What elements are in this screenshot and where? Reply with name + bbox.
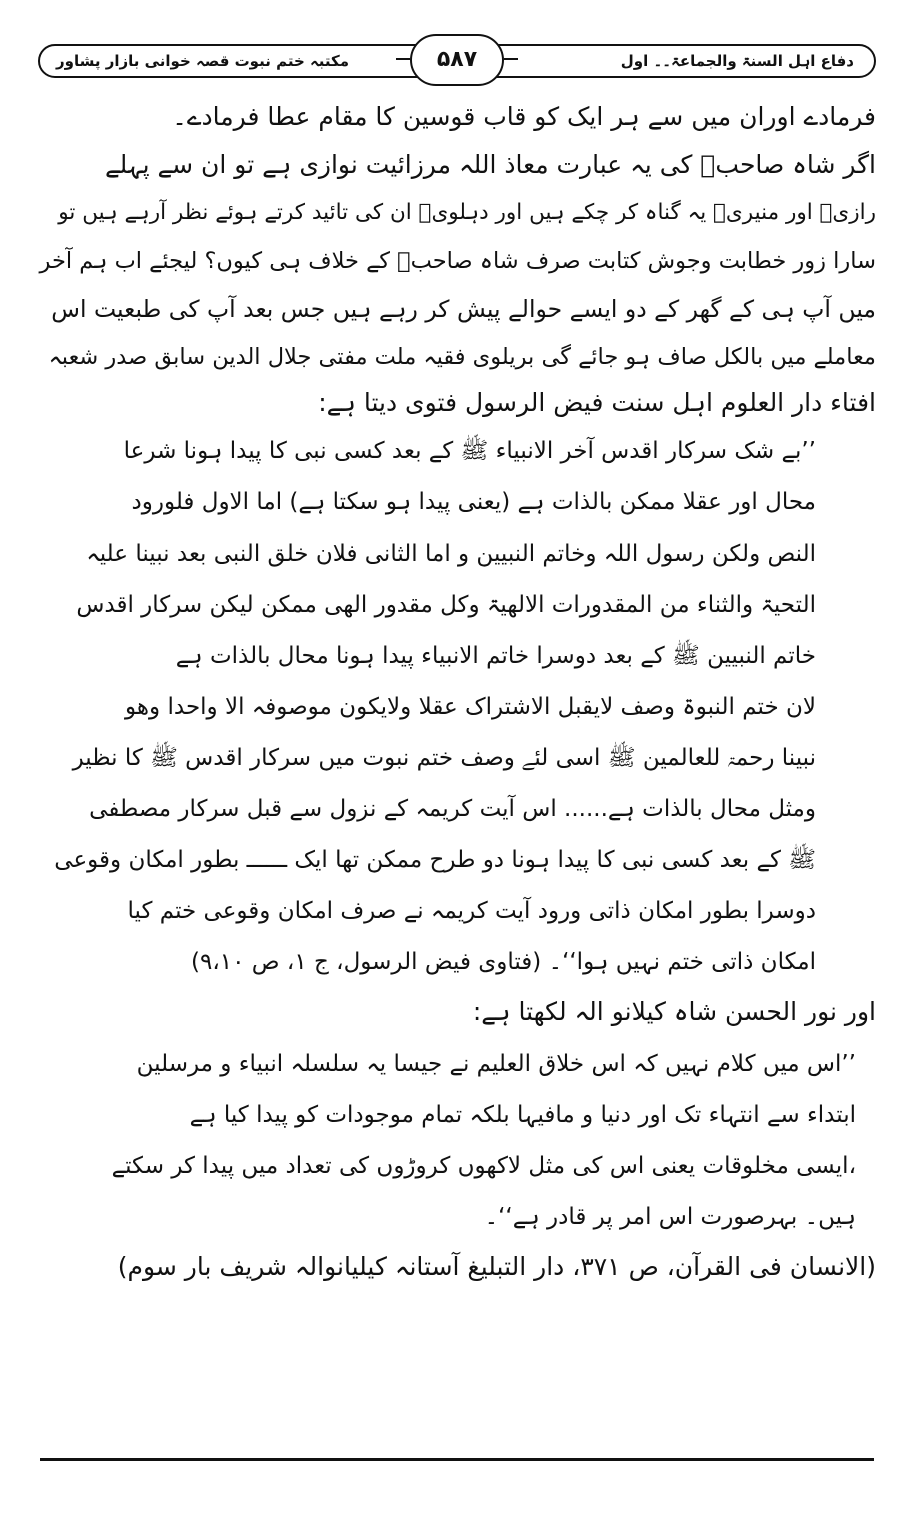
- quote-line: نبینا رحمۃ للعالمین ﷺ اسی لئے وصف ختم نبوت میں سرکار اقدس ﷺ کا نظیر: [72, 745, 816, 771]
- quote-line: ابتداء سے انتہاء تک اور دنیا و مافیہا بلکہ تمام موجودات کو پیدا کیا ہے: [189, 1102, 856, 1128]
- page-number: ۵۸۷: [436, 47, 478, 72]
- text-line: میں آپ ہی کے گھر کے دو ایسے حوالے پیش کر رہے ہیں جس بعد آپ کی طبعیت اس: [51, 295, 876, 323]
- text-line: افتاء دار العلوم اہل سنت فیض الرسول فتوی دیتا ہے:: [318, 388, 876, 417]
- quote-line: النص ولکن رسول اللہ وخاتم النبیین و اما الثانی فلان خلق النبی بعد نبینا علیہ: [86, 541, 816, 567]
- quote-line: خاتم النبیین ﷺ کے بعد دوسرا خاتم الانبیاء پیدا ہونا محال بالذات ہے: [175, 643, 816, 669]
- quote-line: ’’اس میں کلام نہیں کہ اس خلاق العلیم نے جیسا یہ سلسلہ انبیاء و مرسلین: [136, 1051, 856, 1077]
- reference-line: (الانسان فی القرآن، ص ۳۷۱، دار التبلیغ آستانہ کیلیانوالہ شریف بار سوم): [117, 1252, 876, 1281]
- text-line: فرمادے اوران میں سے ہر ایک کو قاب قوسین کا مقام عطا فرمادے۔: [172, 102, 876, 131]
- quote-line: ،ایسی مخلوقات یعنی اس کی مثل لاکھوں کروڑوں کی تعداد میں پیدا کر سکتے: [111, 1153, 856, 1179]
- quote-line: ہیں۔ بہرصورت اس امر پر قادر ہے‘‘۔: [484, 1204, 856, 1230]
- quote-line: التحیۃ والثناء من المقدورات الالھیۃ وکل مقدور الھی ممکن لیکن سرکار اقدس: [76, 592, 816, 618]
- quote-line: امکان ذاتی ختم نہیں ہوا‘‘۔ (فتاوی فیض الرسول، ج ۱، ص ۹،۱۰): [190, 949, 816, 975]
- quote-line: ’’بے شک سرکار اقدس آخر الانبیاء ﷺ کے بعد کسی نبی کا پیدا ہونا شرعا: [123, 438, 816, 464]
- page-header: [38, 34, 876, 90]
- text-line: سارا زور خطابت وجوش کتابت صرف شاہ صاحبؒ کے خلاف ہی کیوں؟ لیجئے اب ہم آخر: [39, 248, 876, 274]
- footer-rule: [40, 1458, 874, 1461]
- text-line: اگر شاہ صاحبؒ کی یہ عبارت معاذ اللہ مرزائیت نوازی ہے تو ان سے پہلے: [105, 150, 876, 179]
- quote-line: محال اور عقلا ممکن بالذات ہے (یعنی پیدا ہو سکتا ہے) اما الاول فلورود: [131, 489, 816, 515]
- book-title: دفاع اہل السنۃ والجماعۃ۔۔ اول: [620, 52, 854, 70]
- text-line: معاملے میں بالکل صاف ہو جائے گی بریلوی فقیہ ملت مفتی جلال الدین سابق صدر شعبہ: [48, 344, 876, 370]
- quote-line: ومثل محال بالذات ہے...... اس آیت کریمہ کے نزول سے قبل سرکار مصطفی: [89, 796, 816, 822]
- quote-line: ﷺ کے بعد کسی نبی کا پیدا ہونا دو طرح ممکن تھا ایک ــــــ بطور امکان وقوعی: [54, 847, 816, 873]
- quote-line: لان ختم النبوۃ وصف لایقبل الاشتراک عقلا ولایکون موصوفہ الا واحدا وھو: [125, 694, 816, 720]
- text-line: اور نور الحسن شاہ کیلانو الہ لکھتا ہے:: [472, 997, 876, 1026]
- publisher-title: مکتبہ ختم نبوت قصہ خوانی بازار پشاور: [56, 52, 350, 70]
- quote-line: دوسرا بطور امکان ذاتی ورود آیت کریمہ نے صرف امکان وقوعی ختم کیا: [127, 898, 816, 924]
- page-number-badge: [410, 34, 504, 86]
- text-line: رازیؒ اور منیریؒ یہ گناہ کر چکے ہیں اور دہلویؒ ان کی تائید کرتے ہوئے نظر آرہے ہیں تو: [58, 200, 876, 225]
